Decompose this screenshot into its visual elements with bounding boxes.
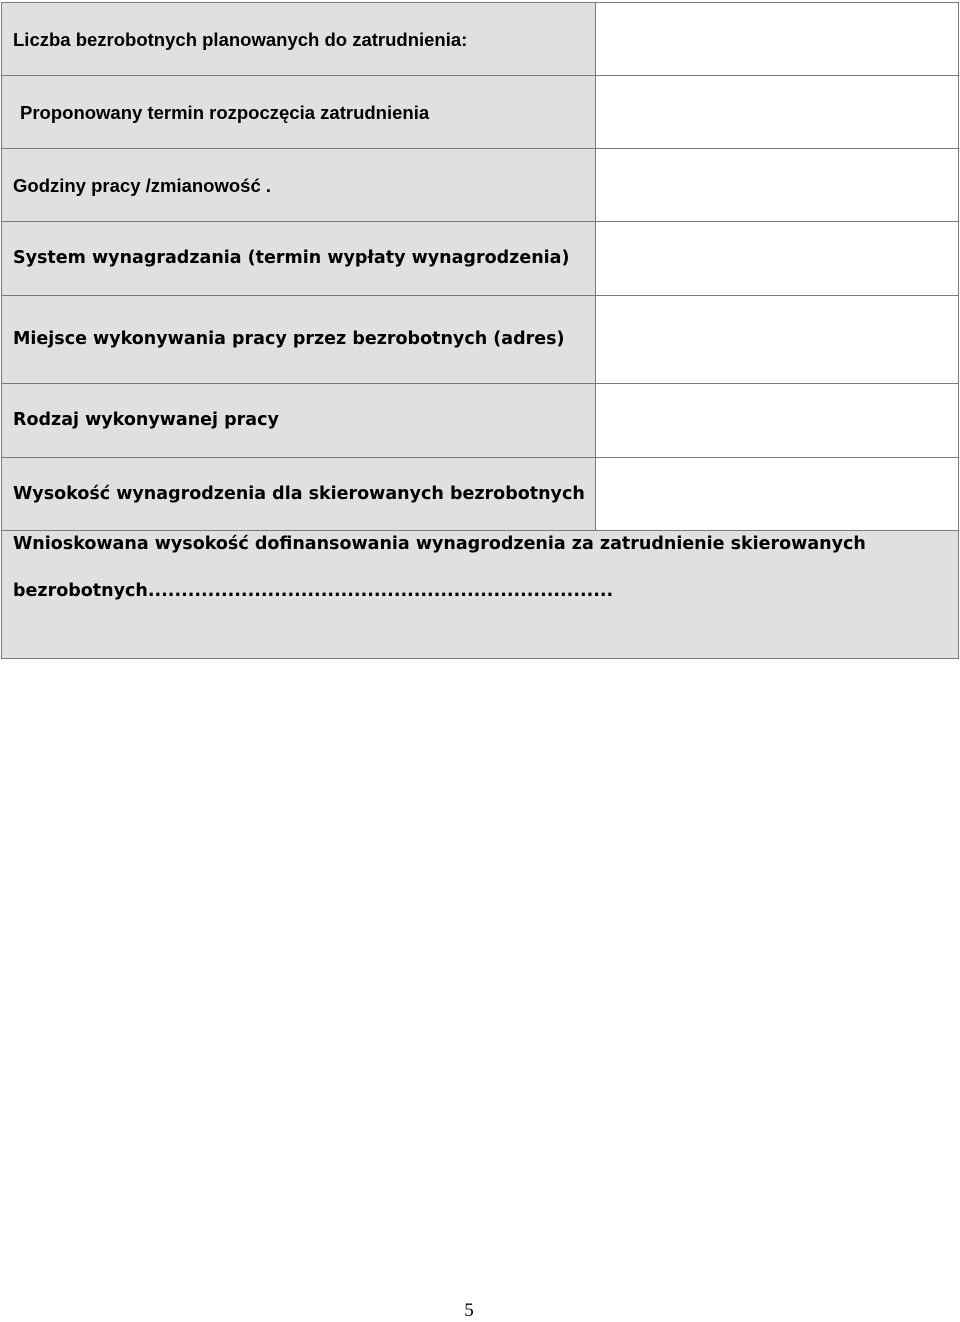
salary-field[interactable] — [596, 458, 959, 531]
form-row-work-type — [2, 384, 959, 458]
unemployed-count-field[interactable] — [596, 3, 959, 76]
form-row-start-date — [2, 76, 959, 149]
pay-system-label: System wynagradzania (termin wypłaty wynagrodzenia) — [13, 248, 570, 268]
work-location-field[interactable] — [596, 296, 959, 384]
form-row-funding — [2, 531, 959, 659]
form-row-work-location — [2, 296, 959, 384]
employment-form-table — [1, 2, 959, 659]
label-cell — [2, 458, 596, 531]
form-row-working-hours — [2, 149, 959, 222]
salary-label: Wysokość wynagrodzenia dla skierowanych bezrobotnych — [13, 483, 585, 504]
label-cell — [2, 222, 596, 296]
start-date-field[interactable] — [596, 76, 959, 149]
form-row-unemployed-count — [2, 3, 959, 76]
start-date-label: Proponowany termin rozpoczęcia zatrudnienia — [20, 101, 430, 123]
page-number: 5 — [464, 1300, 474, 1321]
pay-system-field[interactable] — [596, 222, 959, 296]
working-hours-field[interactable] — [596, 149, 959, 222]
funding-label: Wnioskowana wysokość dofinansowania wynagrodzenia za zatrudnienie skierowanych — [13, 534, 866, 554]
work-location-label: Miejsce wykonywania pracy przez bezrobotnych (adres) — [13, 329, 565, 349]
label-cell — [2, 76, 596, 149]
working-hours-label: Godziny pracy /zmianowość . — [13, 174, 272, 196]
funding-amount-line: bezrobotnych...................................................................... — [13, 581, 614, 601]
unemployed-count-label: Liczba bezrobotnych planowanych do zatrudnienia: — [13, 28, 468, 50]
form-row-salary — [2, 458, 959, 531]
label-cell — [2, 296, 596, 384]
form-row-pay-system — [2, 222, 959, 296]
work-type-label: Rodzaj wykonywanej pracy — [13, 410, 279, 430]
work-type-field[interactable] — [596, 384, 959, 458]
label-cell — [2, 149, 596, 222]
funding-cell[interactable] — [2, 531, 959, 659]
label-cell — [2, 384, 596, 458]
label-cell — [2, 3, 596, 76]
